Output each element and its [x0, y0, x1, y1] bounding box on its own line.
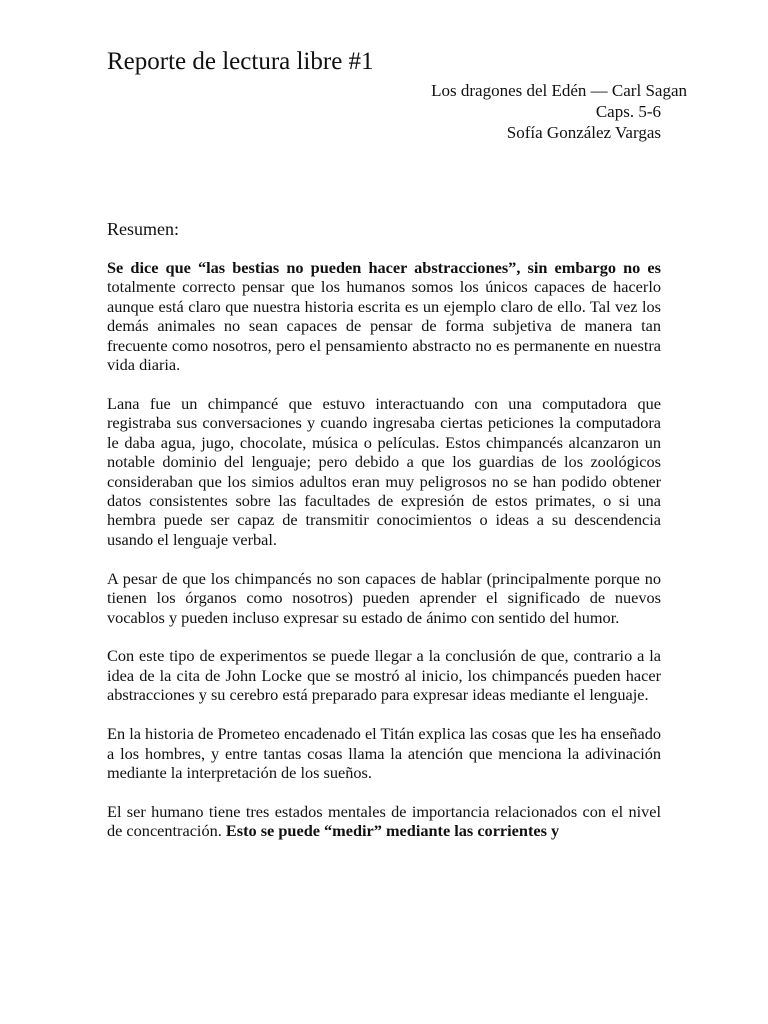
author-name: Sofía González Vargas [506, 123, 661, 142]
paragraph-4 [107, 646, 661, 704]
paragraph-1 [107, 258, 661, 374]
document-title: Reporte de lectura libre #1 [107, 48, 374, 75]
paragraph-1-bold-lead: Se dice que “las bestias no pueden hacer abstracciones”, sin embargo no es [107, 258, 661, 277]
book-reference: Los dragones del Edén — Carl Sagan [431, 81, 687, 100]
section-label-resumen: Resumen: [107, 219, 179, 239]
paragraph-3 [107, 569, 661, 627]
paragraph-6-bold-tail: Esto se puede “medir” mediante las corrientes y [225, 821, 560, 841]
paragraph-2 [107, 394, 661, 549]
paragraph-5-text: En la historia de Prometeo encadenado el Titán explica las cosas que les ha enseñado a los hombres, y entre tantas cosas llama la atención que menciona la adivinación mediante la interpretación de los sueños. [107, 724, 661, 782]
paragraph-6-text: El ser humano tiene tres estados mentales de importancia relacionados con el nivel de concentración. [107, 801, 661, 841]
paragraph-4-text: Con este tipo de experimentos se puede llegar a la conclusión de que, contrario a la idea de la cita de John Locke que se mostró al inicio, los chimpancés pueden hacer abstracciones y su cerebro está preparado para expresar ideas mediante el lenguaje. [107, 646, 661, 705]
paragraph-5 [107, 724, 661, 782]
paragraph-1-text: totalmente correcto pensar que los humanos somos los únicos capaces de hacerlo aunque está claro que nuestra historia escrita es un ejemplo claro de ello. Tal vez los demás animales no sean capaces de pensar de forma subjetiva de manera tan frecuente como nosotros, pero el pensamiento abstracto no es permanente en nuestra vida diaria. [107, 277, 661, 375]
chapters-reference: Caps. 5-6 [595, 102, 661, 121]
document-body [107, 258, 661, 860]
paragraph-6 [107, 802, 661, 841]
paragraph-2-text: Lana fue un chimpancé que estuvo interactuando con una computadora que registraba sus conversaciones y cuando ingresaba ciertas peticiones la computadora le daba agua, jugo, chocolate, música o películas. Estos chimpancés alcanzaron un notable dominio del lenguaje; pero debido a que los guardias de los zoológicos consideraban que los simios adultos eran muy peligrosos no se han podido obtener datos consistentes sobre las facultades de expresión de estos primates, o si una hembra puede ser capaz de transmitir conocimientos o ideas a su descendencia usando el lenguaje verbal. [107, 393, 661, 549]
document-meta [300, 80, 687, 143]
paragraph-3-text: A pesar de que los chimpancés no son capaces de hablar (principalmente porque no tienen los órganos como nosotros) pueden aprender el significado de nuevos vocablos y pueden incluso expresar su estado de ánimo con sentido del humor. [107, 568, 661, 627]
